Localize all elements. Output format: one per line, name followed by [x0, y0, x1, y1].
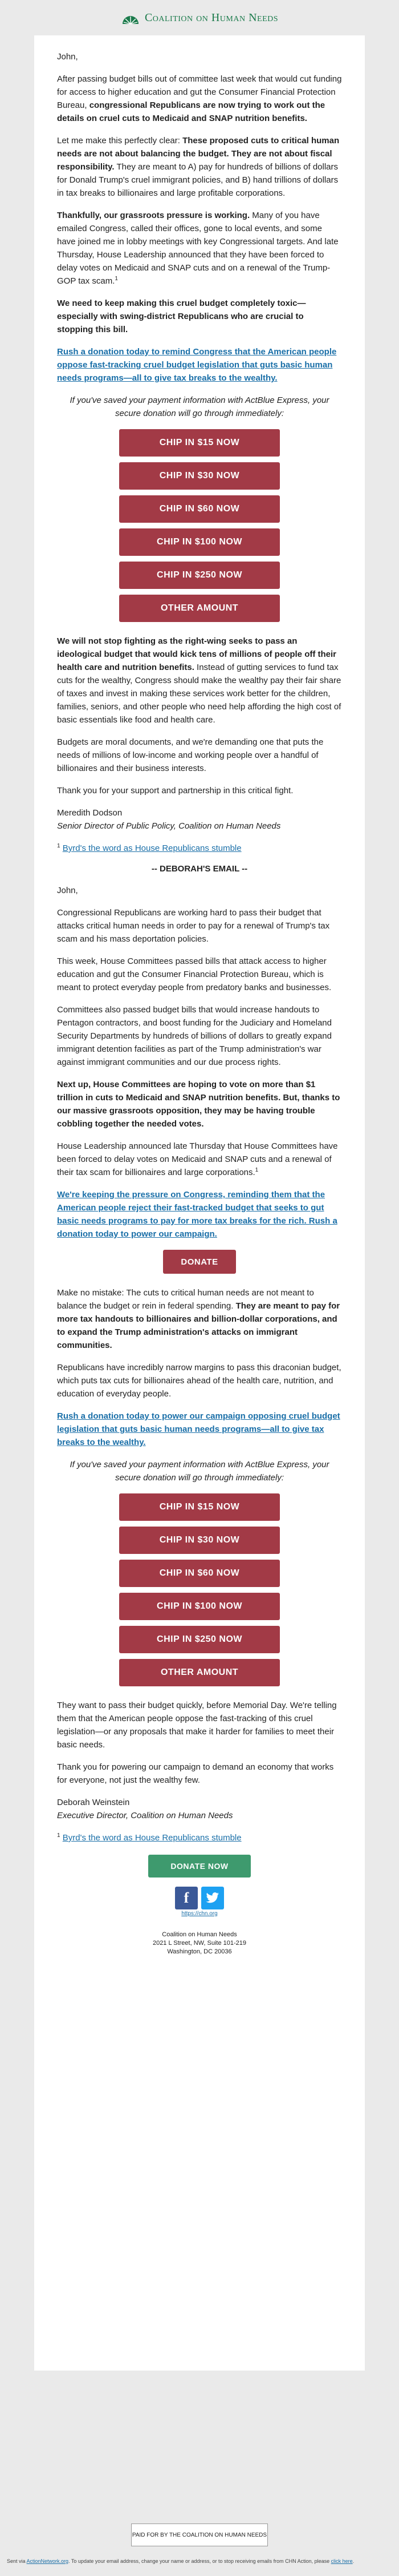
text: Many of you have emailed Congress, called their offices, gone to local events, and some have joined me in lobby meetings with key Congressional targets. And late Thursday, House Leadership announced that they have been forced to delay votes on Medicaid and SNAP cuts and on a renewal of the Trump-GOP tax scam.: [57, 211, 339, 286]
donate-button[interactable]: DONATE: [163, 1250, 236, 1274]
chip-in-15-button[interactable]: CHIP IN $15 NOW: [119, 429, 280, 457]
facebook-glyph: f: [184, 1889, 189, 1906]
signature: [57, 1796, 342, 1822]
text: They are meant to A) pay for hundreds of billions of dollars for Donald Trump's cruel immigrant policies, and B) hand trillions of dollars in tax breaks to billionaires and large profitable corporations.: [57, 162, 339, 198]
paragraph: [57, 209, 342, 288]
twitter-bird-icon: [206, 1892, 219, 1904]
text: Make no mistake: The cuts to critical human needs are not meant to balance the budget or rein in federal spending.: [57, 1288, 314, 1311]
signature-name: Deborah Weinstein: [57, 1798, 130, 1807]
text: Sent via: [7, 2558, 27, 2564]
email-header: [0, 0, 399, 35]
paid-for-by-box: PAID FOR BY THE COALITION ON HUMAN NEEDS: [131, 2523, 268, 2546]
footnote: [57, 1831, 342, 1844]
donation-buttons: [57, 1493, 342, 1686]
paragraph: [57, 72, 342, 125]
chip-in-250-button[interactable]: CHIP IN $250 NOW: [119, 562, 280, 589]
bold-text: Thankfully, our grassroots pressure is working.: [57, 211, 250, 220]
signature-title: Senior Director of Public Policy, Coalition on Human Needs: [57, 821, 281, 831]
footnote-number: 1: [57, 843, 60, 849]
address-line: 2021 L Street, NW, Suite 101-219: [152, 1940, 247, 1947]
chip-in-15-button[interactable]: CHIP IN $15 NOW: [119, 1493, 280, 1521]
chip-in-100-button[interactable]: CHIP IN $100 NOW: [119, 528, 280, 556]
bold-text: We will not stop fighting as the right-wing seeks to pass an ideological budget that would kick tens of millions of people off their health care and nutrition benefits.: [57, 636, 337, 672]
paragraph: [57, 1410, 342, 1449]
text: . To update your email address, change your name or address, or to stop receiving emails from CHN Action, please: [68, 2558, 331, 2564]
bold-text: These proposed cuts to critical human needs are not about balancing the budget. They are not about fiscal responsibility.: [57, 136, 340, 172]
paragraph: This week, House Committees passed bills that attack access to higher education and gut the Consumer Financial Protection Bureau, which is meant to protect everyday people from predatory banks and businesses.: [57, 956, 332, 992]
greeting: John,: [57, 886, 78, 895]
org-name: Coalition on Human Needs: [144, 11, 279, 24]
bold-text: congressional Republicans are now trying to work out the details on cruel cuts to Medicaid and SNAP nutrition benefits.: [57, 100, 325, 123]
paragraph: Congressional Republicans are working hard to pass their budget that attacks critical human needs in order to pay for a renewal of Trump's tax scam and his mass deportation policies.: [57, 908, 330, 944]
site-link[interactable]: https://chn.org: [181, 1911, 218, 1917]
paragraph: [57, 345, 342, 385]
paragraph: [57, 1286, 342, 1352]
signature: [57, 806, 342, 833]
donate-now-button[interactable]: DONATE NOW: [148, 1855, 251, 1878]
text: .: [352, 2558, 355, 2564]
other-amount-button[interactable]: OTHER AMOUNT: [119, 595, 280, 622]
address-line: Coalition on Human Needs: [162, 1931, 237, 1938]
paragraph: Budgets are moral documents, and we're demanding one that puts the needs of millions of low-income and working people over a handful of billionaires and their business interests.: [57, 737, 324, 773]
text: Instead of gutting services to fund tax cuts for the wealthy, Congress should make the wealthy pay their fair share of taxes and invest in making these services work better for the children, families, seniors, and other people who need help affording the high cost of basic essentials like food and health care.: [57, 663, 341, 725]
paragraph: [57, 1078, 342, 1130]
paragraph: [57, 635, 342, 726]
text: After passing budget bills out of committee last week that would cut funding for access to higher education and gut the Consumer Financial Protection Bureau,: [57, 74, 342, 110]
actblue-note: If you've saved your payment information with ActBlue Express, your secure donation will go through immediately:: [70, 395, 329, 418]
paragraph: Thank you for your support and partnership in this critical fight.: [57, 786, 294, 796]
chip-in-60-button[interactable]: CHIP IN $60 NOW: [119, 1560, 280, 1587]
paragraph: [57, 297, 342, 336]
donate-text-link[interactable]: Rush a donation today to remind Congress that the American people oppose fast-tracking cruel budget legislation that guts basic human needs programs—all to give tax breaks to the wealthy.: [57, 347, 337, 383]
donate-text-link[interactable]: We're keeping the pressure on Congress, reminding them that the American people reject their fast-tracked budget that seeks to gut basic needs programs to pay for more tax breaks for the rich. Rush a donation today to power our campaign.: [57, 1190, 337, 1239]
bold-text: We need to keep making this cruel budget completely toxic—especially with swing-district Republicans who are crucial to stopping this bill.: [57, 298, 306, 334]
text: House Leadership announced late Thursday that House Committees have been forced to delay votes on Medicaid and SNAP cuts and a renewal of their tax scam for billionaires and large corporations.: [57, 1141, 338, 1177]
footnote-link[interactable]: Byrd's the word as House Republicans stumble: [62, 843, 242, 853]
greeting: John,: [57, 52, 78, 62]
donate-text-link[interactable]: Rush a donation today to power our campaign opposing cruel budget legislation that guts basic human needs programs—all to give tax breaks to the wealthy.: [57, 1411, 340, 1447]
paragraph: [57, 1140, 342, 1179]
paragraph: [57, 1188, 342, 1241]
paragraph: Thank you for powering our campaign to demand an economy that works for everyone, not just the wealthy few.: [57, 1762, 334, 1785]
address-line: Washington, DC 20036: [167, 1948, 232, 1955]
chip-in-100-button[interactable]: CHIP IN $100 NOW: [119, 1593, 280, 1620]
bold-text: They are meant to pay for more tax handouts to billionaires and billion-dollar corporations, and to expand the Trump administration's attacks on immigrant communities.: [57, 1301, 340, 1350]
email-body: [34, 35, 365, 2371]
footnote-ref: 1: [255, 1167, 259, 1173]
actblue-note: If you've saved your payment information with ActBlue Express, your secure donation will go through immediately:: [70, 1460, 329, 1483]
footnote-number: 1: [57, 1832, 60, 1839]
other-amount-button[interactable]: OTHER AMOUNT: [119, 1659, 280, 1686]
paragraph: They want to pass their budget quickly, before Memorial Day. We're telling them that the American people oppose the fast-tracking of this cruel legislation—or any proposals that make it harder for families to meet their basic needs.: [57, 1701, 337, 1750]
email-separator: -- DEBORAH'S EMAIL --: [151, 864, 248, 874]
chip-in-30-button[interactable]: CHIP IN $30 NOW: [119, 1527, 280, 1554]
footnote-ref: 1: [115, 276, 118, 282]
chip-in-250-button[interactable]: CHIP IN $250 NOW: [119, 1626, 280, 1653]
sunburst-logo-icon: [121, 10, 140, 25]
actionnetwork-link[interactable]: ActionNetwork.org: [26, 2558, 69, 2564]
facebook-icon[interactable]: [175, 1887, 198, 1909]
paragraph: Republicans have incredibly narrow margins to pass this draconian budget, which puts tax cuts for billionaires ahead of the health care, nutrition, and education of everyday people.: [57, 1363, 341, 1399]
bold-text: Next up, House Committees are hoping to vote on more than $1 trillion in cuts to Medicaid and SNAP nutrition benefits. But, thanks to our massive grassroots opposition, they may be having trouble cobbling together the needed votes.: [57, 1080, 340, 1129]
chip-in-60-button[interactable]: CHIP IN $60 NOW: [119, 495, 280, 523]
footnote-link[interactable]: Byrd's the word as House Republicans stumble: [62, 1833, 242, 1843]
signature-title: Executive Director, Coalition on Human Needs: [57, 1811, 233, 1820]
signature-name: Meredith Dodson: [57, 808, 123, 818]
donation-buttons: [57, 429, 342, 622]
paragraph: Committees also passed budget bills that would increase handouts to Pentagon contractors, and boost funding for the Judiciary and Homeland Security Departments by hundreds of billions of dollars to greatly expand immigrant detention facilities as part of the Trump administration's war against immigrant communities and our due process rights.: [57, 1005, 332, 1067]
unsubscribe-link[interactable]: click here: [331, 2558, 353, 2564]
unsubscribe-footer: [7, 2558, 392, 2565]
logo[interactable]: [121, 10, 278, 25]
text: Let me make this perfectly clear:: [57, 136, 183, 146]
footnote: [57, 842, 342, 855]
chip-in-30-button[interactable]: CHIP IN $30 NOW: [119, 462, 280, 490]
twitter-icon[interactable]: [201, 1887, 224, 1909]
social-links: [57, 1887, 342, 1909]
mailing-address: [57, 1931, 342, 1956]
paragraph: [57, 134, 342, 200]
